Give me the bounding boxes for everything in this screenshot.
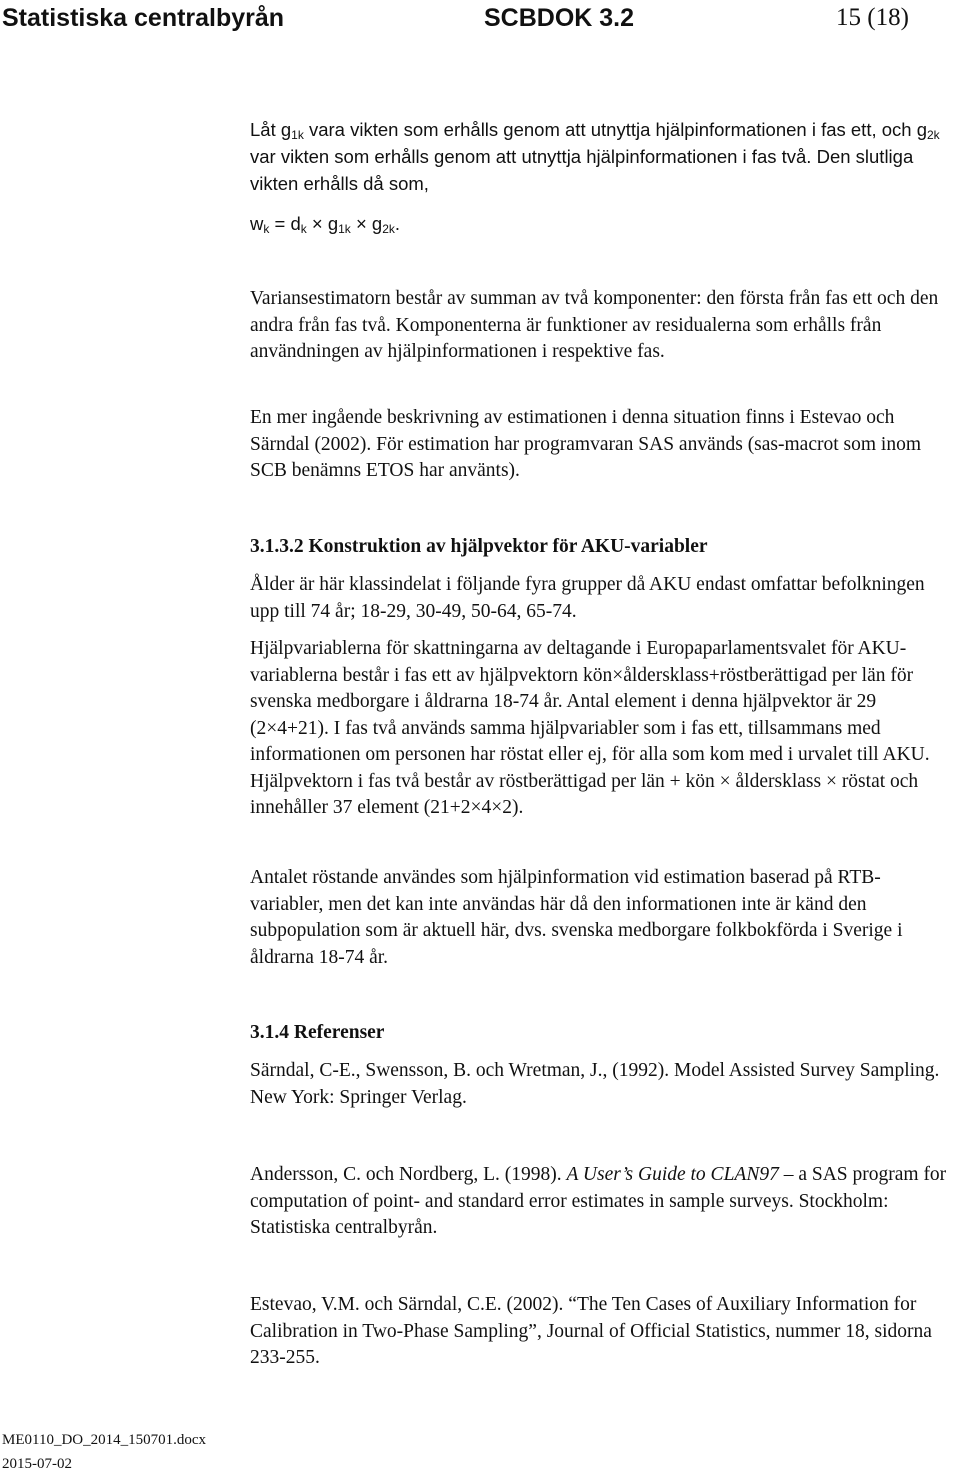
footer-filename: ME0110_DO_2014_150701.docx <box>2 1432 207 1448</box>
reference-title: A User’s Guide to CLAN97 <box>566 1164 779 1185</box>
footer-date: 2015-07-02 <box>2 1456 72 1472</box>
estimation-description-paragraph: En mer ingående beskrivning av estimationen i denna situation finns i Estevao och Särndal (2002). För estimation har programvaran SAS används (sas-macrot som inom SCB benämns ETOS har använts). <box>250 407 921 481</box>
reference-estevao-2002: Estevao, V.M. och Särndal, C.E. (2002). “The Ten Cases of Auxiliary Information for Calibration in Two-Phase Sampling”, Journal of Official Statistics, nummer 18, sidorna 233-255. <box>250 1294 932 1368</box>
header-document-id: SCBDOK 3.2 <box>484 4 635 32</box>
weights-paragraph: Låt $g_{1k}$ vara vikten som erhålls genom att utnyttja hjälpinformationen i fas ett, och $g_{2k}$ var vikten som erhålls genom att utnyttja hjälpinformationen i fas två. Den slutliga vikten erhålls då som, <box>250 119 940 194</box>
variance-estimator-paragraph: Variansestimatorn består av summan av två komponenter: den första från fas ett och den andra från fas två. Komponenterna är funktioner av residualerna som erhålls från användningen av hjälpinformationen i respektive fas. <box>250 288 939 362</box>
weight-formula: $w_k = d_k \times g_{1k} \times g_{2k}$. <box>250 213 401 236</box>
header-page-number: 15 (18) <box>836 4 909 31</box>
age-groups-paragraph: Ålder är här klassindelat i följande fyra grupper då AKU endast omfattar befolkningen upp till 74 år; 18-29, 30-49, 50-64, 65-74. <box>250 574 925 622</box>
voters-paragraph: Antalet röstande användes som hjälpinformation vid estimation baserad på RTB-variabler, men det kan inte användas här då den informationen inte är känd den subpopulation som är aktuell här, dvs. svenska medborgare folkbokförda i Sverige i åldrarna 18-74 år. <box>250 867 903 968</box>
header-organization: Statistiska centralbyrån <box>2 4 285 32</box>
section-heading-3132: 3.1.3.2 Konstruktion av hjälpvektor för AKU-variabler <box>250 536 708 557</box>
auxiliary-variables-paragraph: Hjälpvariablerna för skattningarna av deltagande i Europaparlamentsvalet för AKU-variablerna består i fas ett av hjälpvektorn kön×åldersklass+röstberättigad per län för svenska medborgare i åldrarna 18-74 år. Antal element i denna hjälpvektor är 29 (2×4+21). I fas två används samma hjälpvariabler som i fas ett, tillsammans med informationen om personen har röstat eller ej, för alla som kom med i urvalet till AKU. Hjälpvektorn i fas två består av röstberättigad per län + kön × åldersklass × röstat och innehåller 37 element (21+2×4×2). <box>250 638 930 818</box>
reference-sarndal-1992: Särndal, C-E., Swensson, B. och Wretman, J., (1992). Model Assisted Survey Sampling. New York: Springer Verlag. <box>250 1060 940 1108</box>
reference-andersson-1998: Andersson, C. och Nordberg, L. (1998). A User’s Guide to CLAN97 – a SAS program for computation of point- and standard error estimates in sample surveys. Stockholm: Statistiska centralbyrån. <box>250 1164 947 1238</box>
section-heading-314: 3.1.4 Referenser <box>250 1022 385 1043</box>
